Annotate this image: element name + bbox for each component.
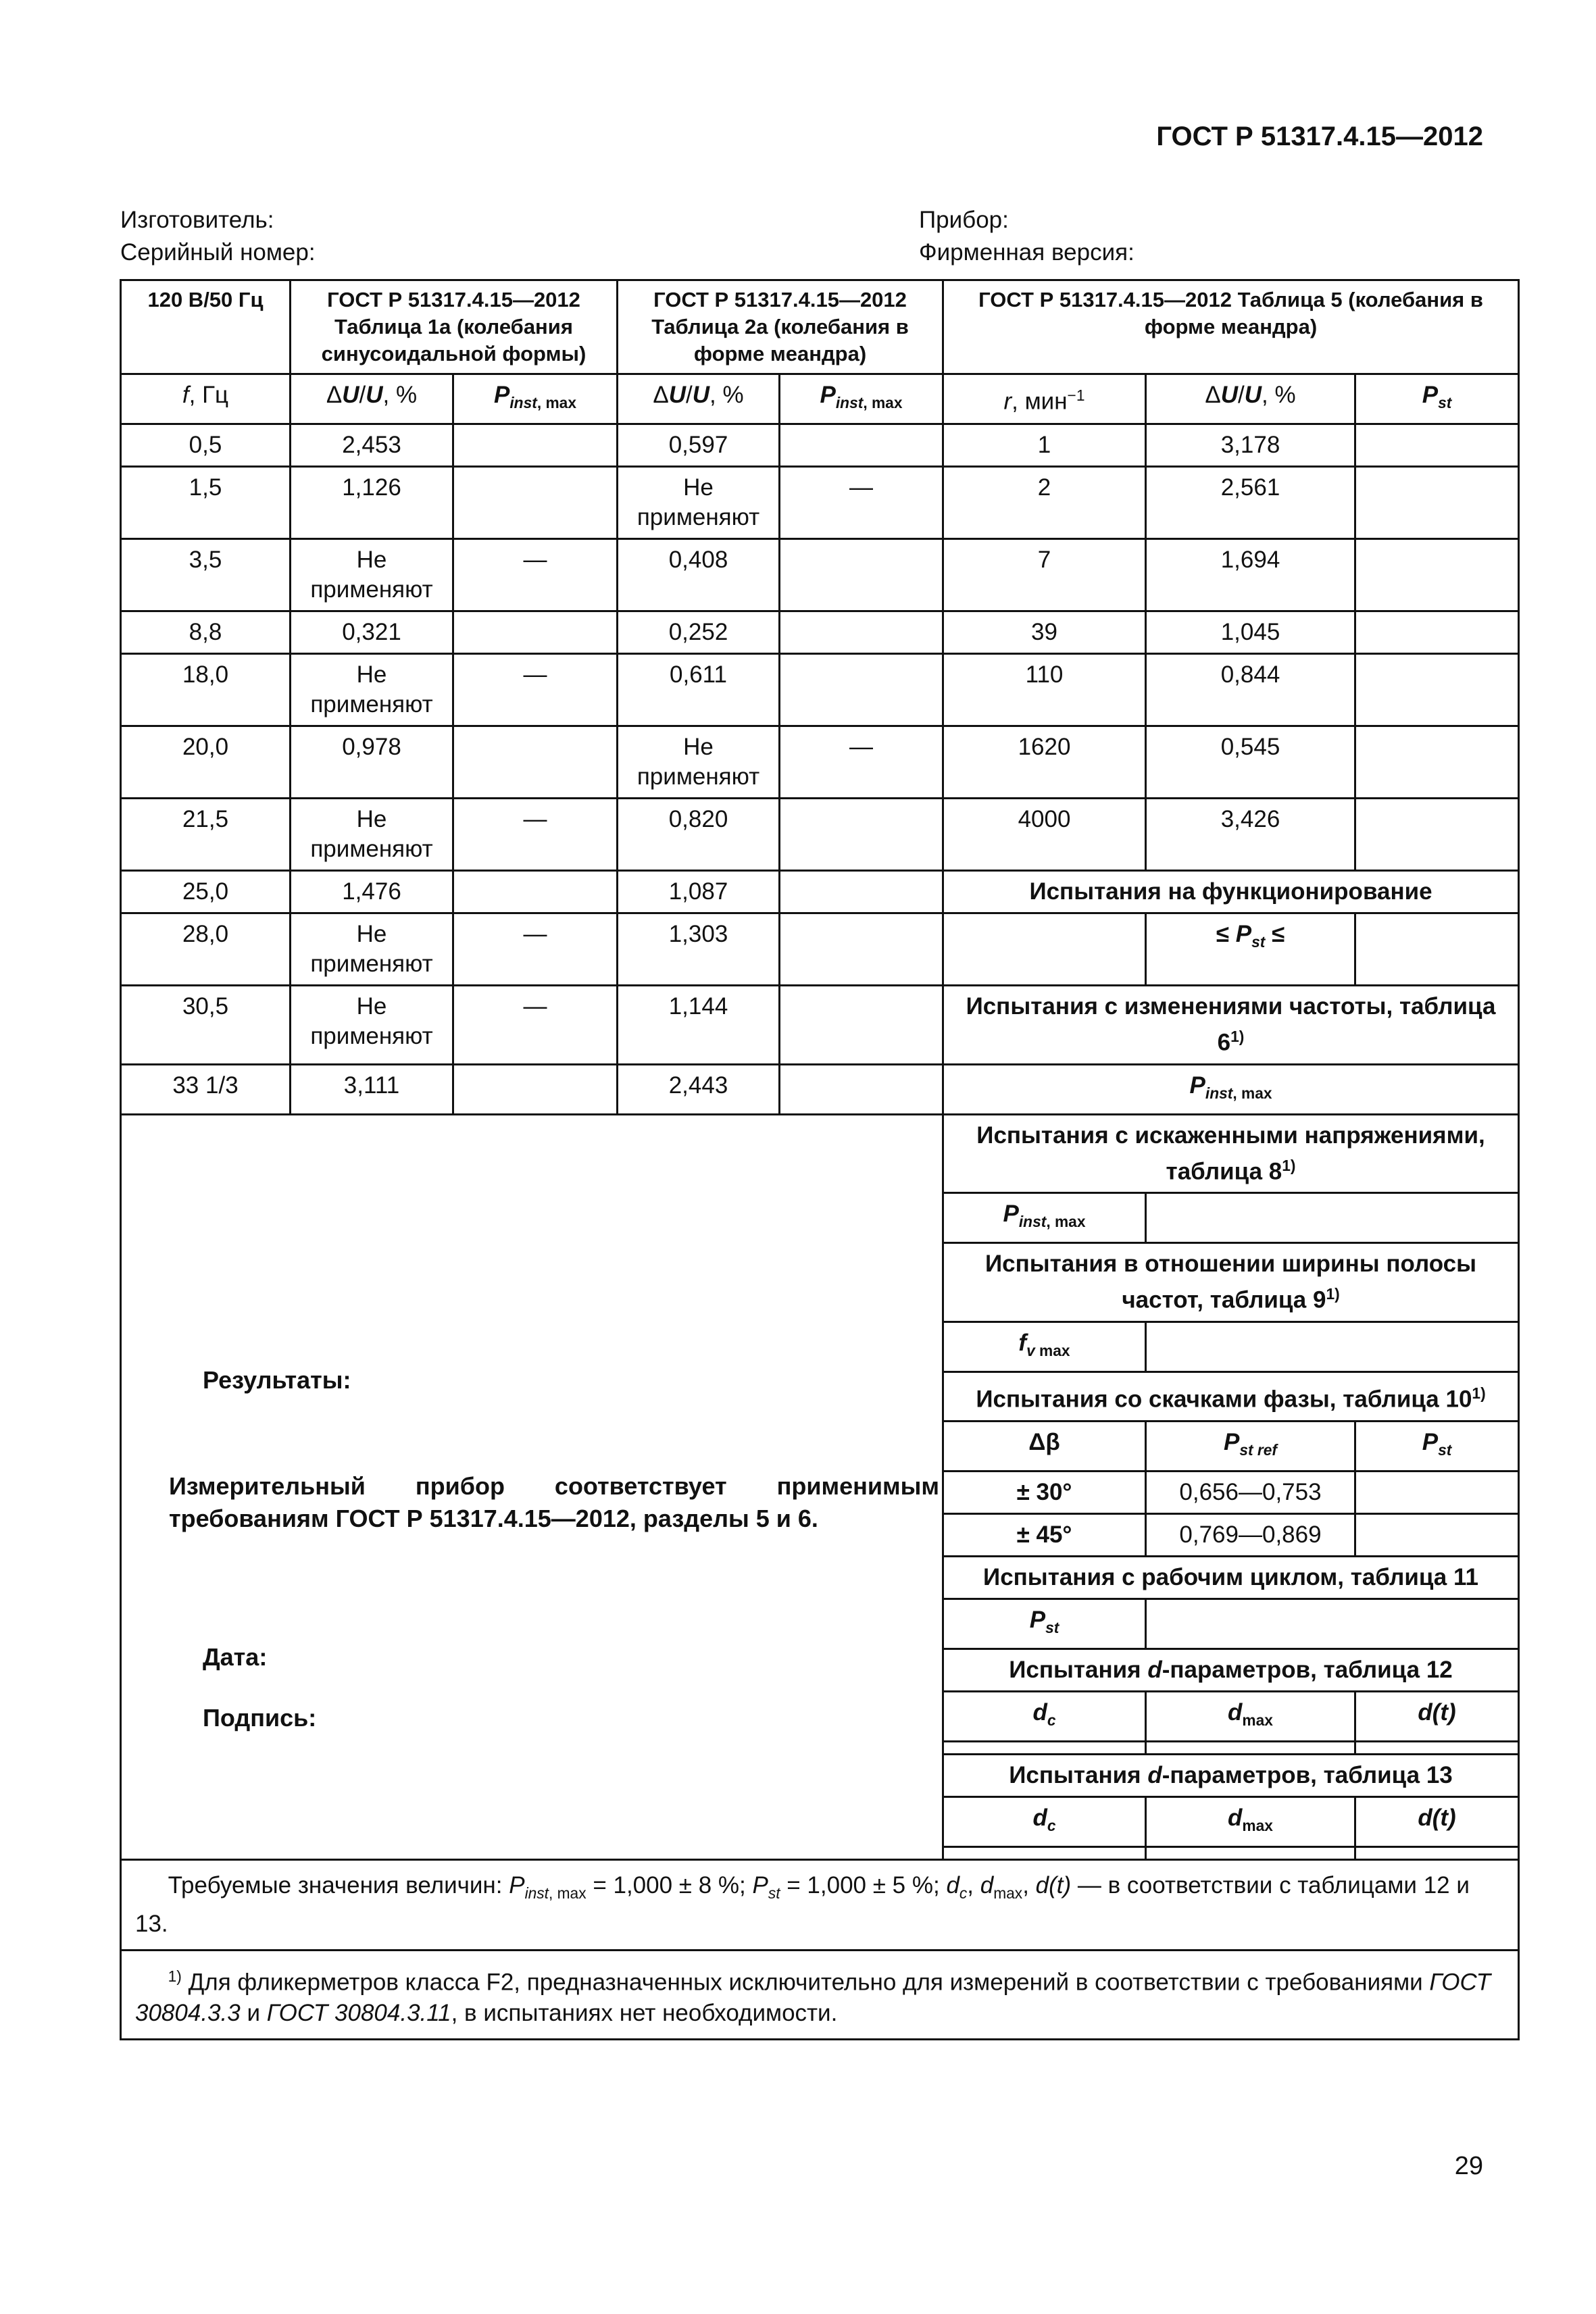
- table-row: [121, 1064, 1519, 1114]
- distortion-test-row-cell: $P_{inst, max}$: [943, 1193, 1146, 1243]
- pinst-1a-cell: —: [453, 913, 618, 986]
- manufacturer-label: Изготовитель:: [120, 207, 274, 233]
- pinst-2a-cell: [780, 1064, 943, 1114]
- results-area: [122, 1115, 942, 1798]
- du-2a-cell: 0,408: [618, 539, 780, 611]
- function-test-title: Испытания на функционирование: [943, 871, 1519, 913]
- table-row: [121, 726, 1519, 799]
- du-2a-cell: Не применяют: [618, 726, 780, 799]
- d13-test-header-cell: $d_c$: [943, 1796, 1146, 1846]
- table-row: [121, 913, 1519, 986]
- du-5-cell: 3,178: [1146, 424, 1355, 467]
- table-row: [121, 654, 1519, 726]
- du-2a-cell: 2,443: [618, 1064, 780, 1114]
- freq-cell: 33 1/3: [121, 1064, 291, 1114]
- du-5-cell: 3,426: [1146, 799, 1355, 871]
- freq-cell: 0,5: [121, 424, 291, 467]
- results-text: Измерительный прибор соответствует применимым требованиям ГОСТ Р 51317.4.15—2012, разделы 5 и 6.: [169, 1472, 939, 1532]
- pinst-2a-cell: [780, 654, 943, 726]
- pinst-2a-cell: [780, 986, 943, 1065]
- du-2a-cell: 0,611: [618, 654, 780, 726]
- column-header-row: [121, 374, 1519, 424]
- col-header-pinst-2a: $P_{inst, max}$: [780, 374, 943, 424]
- group-header-1a: ГОСТ Р 51317.4.15—2012 Таблица 1а (колебания синусоидальной формы): [291, 280, 618, 374]
- r-cell: 1: [943, 424, 1146, 467]
- r-cell: 4000: [943, 799, 1146, 871]
- freq-cell: 28,0: [121, 913, 291, 986]
- r-cell: 1620: [943, 726, 1146, 799]
- du-1a-cell: Не применяют: [291, 654, 453, 726]
- d13-test-row-cell: [943, 1846, 1146, 1859]
- pst-cell: [1355, 539, 1519, 611]
- pinst-1a-cell: —: [453, 799, 618, 871]
- table-row: [121, 611, 1519, 654]
- phase-test-row-cell: 0,656—0,753: [1146, 1471, 1355, 1513]
- du-1a-cell: 2,453: [291, 424, 453, 467]
- du-1a-cell: Не применяют: [291, 986, 453, 1065]
- col-header-du-2a: ΔU/U, %: [618, 374, 780, 424]
- phase-test-row-cell: 0,769—0,869: [1146, 1513, 1355, 1556]
- col-header-du-1a: ΔU/U, %: [291, 374, 453, 424]
- footnote: $^{1)}$ Для фликерметров класса F2, предназначенных исключительно для измерений в соответствии с требованиями ГОСТ 30804.3.3 и ГОСТ 30804.3.11, в испытаниях нет необходимости.: [121, 1950, 1519, 2040]
- du-5-cell: 0,844: [1146, 654, 1355, 726]
- bandwidth-test-title-cell: Испытания в отношении ширины полосы частот, таблица 9$^{1)}$: [943, 1243, 1519, 1322]
- du-1a-cell: 0,321: [291, 611, 453, 654]
- du-2a-cell: 0,820: [618, 799, 780, 871]
- freq-cell: 30,5: [121, 986, 291, 1065]
- required-values-row: [121, 1859, 1519, 1950]
- phase-test-row-cell: ± 30°: [943, 1471, 1146, 1513]
- du-2a-cell: 0,252: [618, 611, 780, 654]
- pinst-1a-cell: [453, 726, 618, 799]
- firmware-label: Фирменная версия:: [919, 239, 1134, 266]
- pst-cell: [1355, 726, 1519, 799]
- required-values-note: Требуемые значения величин: $P_{inst, max} = 1,000 \pm 8$ %; $P_{st} = 1,000 \pm 5$ %; $d_c$, $d_{max}$, d(t) — в соответствии с таблицами 12 и 13.: [121, 1859, 1519, 1950]
- freq-cell: 25,0: [121, 871, 291, 913]
- function-test-left-cell: [943, 913, 1146, 986]
- function-test-right-cell: [1355, 913, 1519, 986]
- du-2a-cell: 1,303: [618, 913, 780, 986]
- du-1a-cell: 3,111: [291, 1064, 453, 1114]
- table-row: [121, 871, 1519, 913]
- d12-test-header-cell: d(t): [1355, 1691, 1519, 1741]
- pinst-2a-cell: [780, 913, 943, 986]
- col-header-pst: $P_{st}$: [1355, 374, 1519, 424]
- du-1a-cell: 0,978: [291, 726, 453, 799]
- pst-cell: [1355, 799, 1519, 871]
- phase-test-row-cell: [1355, 1471, 1519, 1513]
- serial-label: Серийный номер:: [120, 239, 316, 266]
- freq-cell: 8,8: [121, 611, 291, 654]
- d13-test-row-cell: [1355, 1846, 1519, 1859]
- col-header-du-5: ΔU/U, %: [1146, 374, 1355, 424]
- pst-cell: [1355, 654, 1519, 726]
- document-header: ГОСТ Р 51317.4.15—2012: [1156, 122, 1483, 151]
- phase-test-row-cell: ± 45°: [943, 1513, 1146, 1556]
- frequency-test-title: Испытания с изменениями частоты, таблица 6$^{1)}$: [943, 986, 1519, 1065]
- pinst-2a-cell: [780, 611, 943, 654]
- du-1a-cell: Не применяют: [291, 913, 453, 986]
- du-5-cell: 1,694: [1146, 539, 1355, 611]
- freq-cell: 21,5: [121, 799, 291, 871]
- col-header-r: r, мин$^{-1}$: [943, 374, 1146, 424]
- r-cell: 7: [943, 539, 1146, 611]
- duty-test-row-cell: $P_{st}$: [943, 1599, 1146, 1649]
- r-cell: 110: [943, 654, 1146, 726]
- du-5-cell: 1,045: [1146, 611, 1355, 654]
- pinst-2a-cell: [780, 871, 943, 913]
- d12-test-title-cell: Испытания d-параметров, таблица 12: [943, 1649, 1519, 1691]
- pst-cell: [1355, 611, 1519, 654]
- meta-right: [919, 204, 1134, 269]
- du-2a-cell: Не применяют: [618, 467, 780, 539]
- distortion-test-title: [121, 1114, 1519, 1193]
- d12-test-row-cell: [1355, 1741, 1519, 1754]
- du-2a-cell: 1,087: [618, 871, 780, 913]
- du-5-cell: 2,561: [1146, 467, 1355, 539]
- pinst-1a-cell: [453, 424, 618, 467]
- du-2a-cell: 1,144: [618, 986, 780, 1065]
- pst-cell: [1355, 424, 1519, 467]
- d12-test-header-cell: $d_c$: [943, 1691, 1146, 1741]
- function-test-range: ≤ $P_{st}$ ≤: [1146, 913, 1355, 986]
- pinst-1a-cell: —: [453, 986, 618, 1065]
- phase-test-header-cell: $P_{st ref}$: [1146, 1421, 1355, 1471]
- pinst-1a-cell: —: [453, 654, 618, 726]
- d12-test-row-cell: [943, 1741, 1146, 1754]
- results-block: [121, 1114, 943, 1859]
- du-5-cell: 0,545: [1146, 726, 1355, 799]
- du-1a-cell: Не применяют: [291, 539, 453, 611]
- table-row: [121, 424, 1519, 467]
- d13-test-header-cell: $d_{max}$: [1146, 1796, 1355, 1846]
- phase-test-header-cell: Δβ: [943, 1421, 1146, 1471]
- pinst-1a-cell: [453, 467, 618, 539]
- d13-test-title-cell: Испытания d-параметров, таблица 13: [943, 1754, 1519, 1796]
- group-header-row: [121, 280, 1519, 374]
- pinst-1a-cell: [453, 1064, 618, 1114]
- test-report-table: [120, 279, 1520, 2040]
- group-header-2a: ГОСТ Р 51317.4.15—2012 Таблица 2а (колебания в форме меандра): [618, 280, 943, 374]
- freq-cell: 3,5: [121, 539, 291, 611]
- table-row: [121, 539, 1519, 611]
- distortion-test-row-cell: [1146, 1193, 1519, 1243]
- d12-test-header-cell: $d_{max}$: [1146, 1691, 1355, 1741]
- corner-cell: 120 В/50 Гц: [121, 280, 291, 374]
- d13-test-row-cell: [1146, 1846, 1355, 1859]
- freq-cell: 20,0: [121, 726, 291, 799]
- bandwidth-test-row-cell: [1146, 1322, 1519, 1372]
- pinst-2a-cell: [780, 799, 943, 871]
- col-header-f: f, Гц: [121, 374, 291, 424]
- table-row: [121, 799, 1519, 871]
- d12-test-row-cell: [1146, 1741, 1355, 1754]
- device-label: Прибор:: [919, 207, 1009, 233]
- du-1a-cell: 1,476: [291, 871, 453, 913]
- du-1a-cell: 1,126: [291, 467, 453, 539]
- col-header-pinst-1a: $P_{inst, max}$: [453, 374, 618, 424]
- group-header-5: ГОСТ Р 51317.4.15—2012 Таблица 5 (колебания в форме меандра): [943, 280, 1519, 374]
- duty-test-title-cell: Испытания с рабочим циклом, таблица 11: [943, 1556, 1519, 1599]
- pinst-1a-cell: [453, 871, 618, 913]
- freq-cell: 1,5: [121, 467, 291, 539]
- footnote-row: [121, 1950, 1519, 2040]
- signature-label: Подпись:: [203, 1703, 317, 1732]
- results-title: Результаты:: [203, 1365, 351, 1394]
- table-row: [121, 986, 1519, 1065]
- phase-test-row-cell: [1355, 1513, 1519, 1556]
- pinst-2a-cell: [780, 424, 943, 467]
- page-number: 29: [1454, 2152, 1483, 2180]
- r-cell: 39: [943, 611, 1146, 654]
- distortion-test-title-cell: Испытания с искаженными напряжениями, таблица 8$^{1)}$: [943, 1114, 1519, 1193]
- meta-left: [120, 204, 316, 269]
- bandwidth-test-row-cell: $f_{v max}$: [943, 1322, 1146, 1372]
- pst-cell: [1355, 467, 1519, 539]
- du-2a-cell: 0,597: [618, 424, 780, 467]
- date-label: Дата:: [203, 1642, 268, 1671]
- pinst-1a-cell: —: [453, 539, 618, 611]
- pinst-2a-cell: [780, 539, 943, 611]
- duty-test-row-cell: [1146, 1599, 1519, 1649]
- r-cell: 2: [943, 467, 1146, 539]
- freq-cell: 18,0: [121, 654, 291, 726]
- table-row: [121, 467, 1519, 539]
- phase-test-title-cell: Испытания со скачками фазы, таблица 10$^{1)}$: [943, 1372, 1519, 1421]
- pinst-2a-cell: —: [780, 467, 943, 539]
- pinst-1a-cell: [453, 611, 618, 654]
- phase-test-header-cell: $P_{st}$: [1355, 1421, 1519, 1471]
- du-1a-cell: Не применяют: [291, 799, 453, 871]
- pinst-2a-cell: —: [780, 726, 943, 799]
- d13-test-header-cell: d(t): [1355, 1796, 1519, 1846]
- frequency-test-col: $P_{inst, max}$: [943, 1064, 1519, 1114]
